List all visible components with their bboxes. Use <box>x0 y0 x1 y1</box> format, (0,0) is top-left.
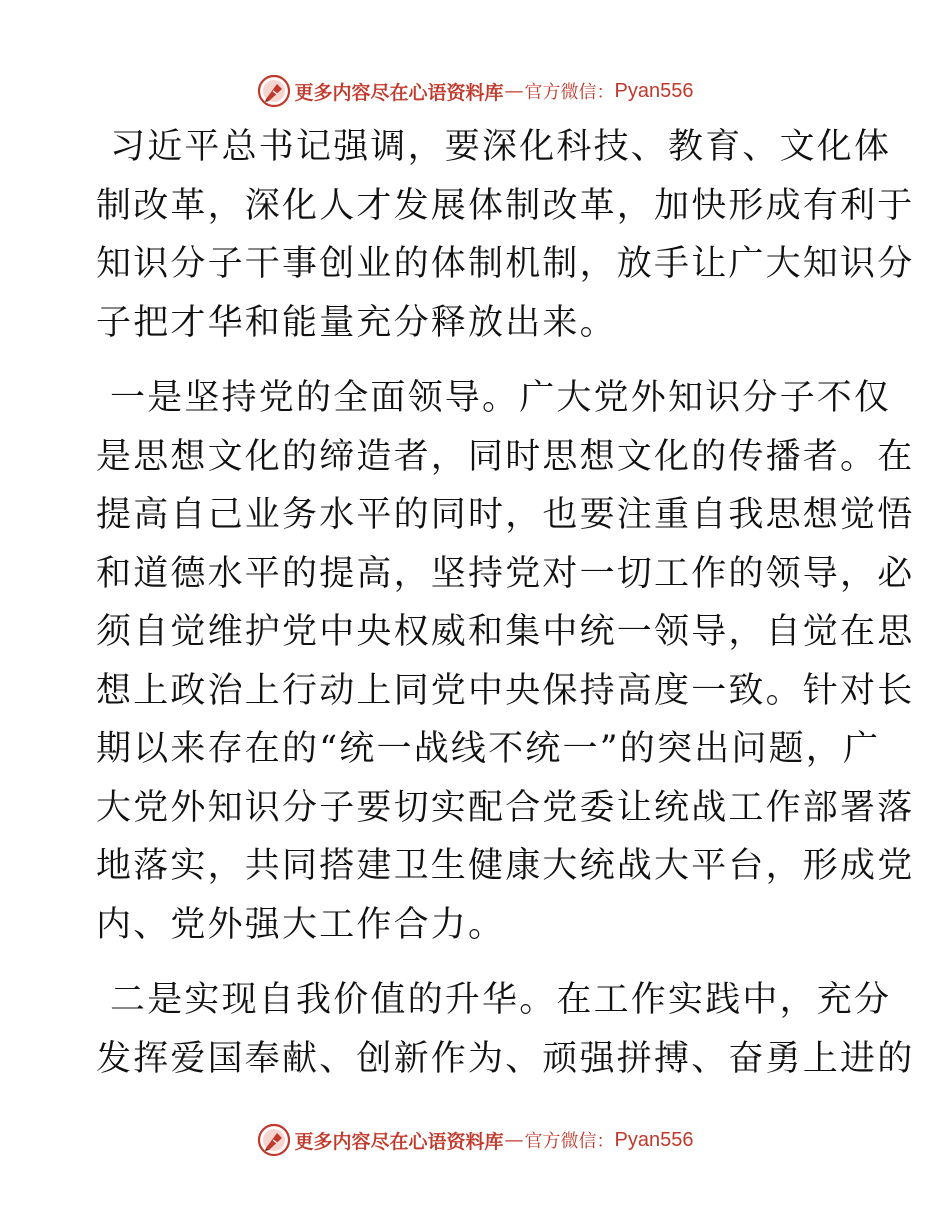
text-line: 内、党外强大工作合力。 <box>96 904 506 945</box>
paragraph-intro <box>96 118 915 352</box>
banner-separator: — <box>504 80 524 102</box>
text-line: 提高自己业务水平的同时，也要注重自我思想觉悟 <box>96 495 915 535</box>
promo-text: 更多内容尽在心语资料库 <box>294 1130 504 1153</box>
banner-separator: — <box>504 1129 524 1151</box>
pen-nib-logo-icon <box>257 1123 291 1157</box>
text-line: 习近平总书记强调，要深化科技、教育、文化体 <box>110 127 892 167</box>
paragraph-point-one <box>96 369 915 954</box>
text-line: 二是实现自我价值的升华。在工作实践中，充分 <box>110 980 892 1020</box>
footer-banner <box>0 1120 950 1160</box>
text-line: 是思想文化的缔造者，同时思想文化的传播者。在 <box>96 436 915 477</box>
text-line: 子把才华和能量充分释放出来。 <box>96 302 617 343</box>
text-line: 想上政治上行动上同党中央保持高度一致。针对长 <box>96 670 915 711</box>
wechat-id: Pyan556 <box>614 1128 694 1151</box>
text-line: 期以来存在的“统一战线不统一”的突出问题，广 <box>96 729 881 769</box>
text-line: 一是坚持党的全面领导。广大党外知识分子不仅 <box>110 378 892 418</box>
wechat-label: 官方微信： <box>524 82 615 103</box>
text-line: 发挥爱国奉献、创新作为、顽强拼搏、奋勇上进的 <box>96 1038 915 1079</box>
wechat-id: Pyan556 <box>614 79 694 102</box>
text-line: 地落实，共同搭建卫生健康大统战大平台，形成党 <box>96 846 915 886</box>
text-line: 知识分子干事创业的体制机制，放手让广大知识分 <box>96 244 915 284</box>
text-line: 和道德水平的提高，坚持党对一切工作的领导，必 <box>96 553 915 594</box>
header-banner <box>0 71 950 111</box>
text-line: 须自觉维护党中央权威和集中统一领导，自觉在思 <box>96 612 915 652</box>
pen-nib-logo-icon <box>257 74 291 108</box>
text-line: 大党外知识分子要切实配合党委让统战工作部署落 <box>96 787 915 828</box>
promo-text: 更多内容尽在心语资料库 <box>294 81 504 104</box>
wechat-label: 官方微信： <box>524 1131 615 1152</box>
text-line: 制改革，深化人才发展体制改革，加快形成有利于 <box>96 185 915 226</box>
paragraph-point-two <box>96 971 915 1088</box>
document-body <box>96 118 915 1105</box>
